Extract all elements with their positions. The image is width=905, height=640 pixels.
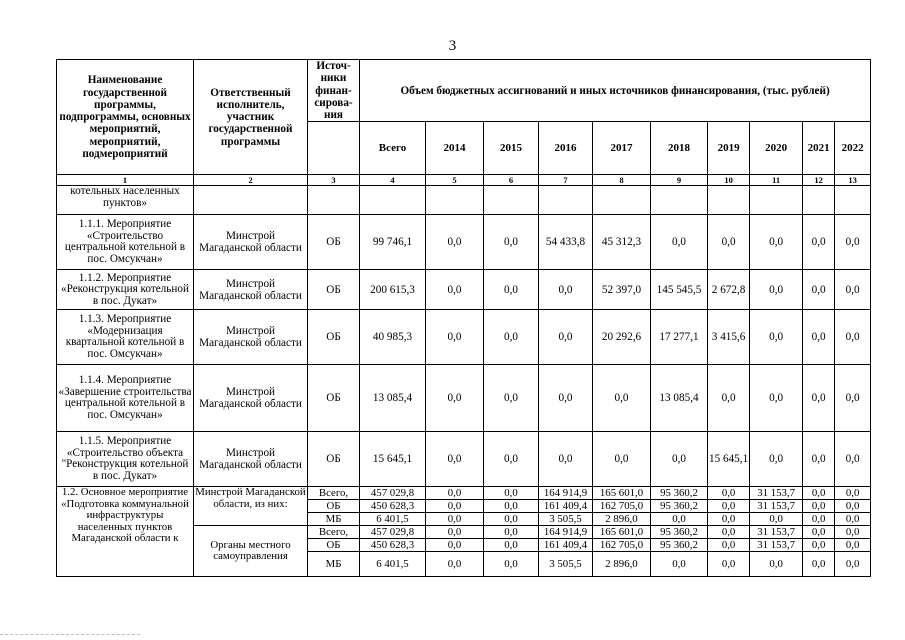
row-executor: Органы местного самоуправления xyxy=(194,526,308,577)
table-row xyxy=(57,432,871,487)
column-number: 11 xyxy=(750,175,803,186)
row-value: 0,0 xyxy=(708,215,750,270)
row-value: 162 705,0 xyxy=(593,539,651,552)
header-year: 2015 xyxy=(484,122,539,175)
row-value: 0,0 xyxy=(484,539,539,552)
row-value: 0,0 xyxy=(426,270,484,310)
row-value: 0,0 xyxy=(539,365,593,432)
row-value xyxy=(426,186,484,215)
row-source: ОБ xyxy=(308,310,360,365)
row-value: 0,0 xyxy=(708,539,750,552)
row-value: 0,0 xyxy=(426,487,484,500)
row-value: 0,0 xyxy=(426,215,484,270)
row-value: 0,0 xyxy=(835,487,871,500)
row-source: ОБ xyxy=(308,432,360,487)
row-value: 0,0 xyxy=(708,526,750,539)
row-name: котельных населенных пунктов» xyxy=(57,186,194,215)
row-value: 0,0 xyxy=(835,215,871,270)
column-number: 5 xyxy=(426,175,484,186)
row-value xyxy=(708,186,750,215)
column-number: 4 xyxy=(360,175,426,186)
row-name: 1.1.4. Мероприятие «Завершение строительства центральной котельной в пос. Омсукчан» xyxy=(57,365,194,432)
row-value: 0,0 xyxy=(750,552,803,577)
row-value: 31 153,7 xyxy=(750,500,803,513)
row-value: 0,0 xyxy=(426,513,484,526)
row-source: ОБ xyxy=(308,365,360,432)
header-col-source: Источ-ники финан-сирова-ния xyxy=(308,60,360,122)
row-value: 95 360,2 xyxy=(651,487,708,500)
row-executor: Минстрой Магаданской области xyxy=(194,215,308,270)
row-source: ОБ xyxy=(308,500,360,513)
row-value: 3 505,5 xyxy=(539,513,593,526)
row-value xyxy=(835,186,871,215)
table-row xyxy=(57,310,871,365)
header-year: 2018 xyxy=(651,122,708,175)
row-value: 0,0 xyxy=(835,513,871,526)
row-executor: Минстрой Магаданской области xyxy=(194,310,308,365)
row-value: 0,0 xyxy=(484,310,539,365)
row-name: 1.2. Основное мероприятие «Подготовка коммунальной инфраструктуры населенных пунктов Магаданской области к xyxy=(57,487,194,577)
column-number: 8 xyxy=(593,175,651,186)
table-row xyxy=(57,365,871,432)
header-funding: Объем бюджетных ассигнований и иных источников финансирования, (тыс. рублей) xyxy=(360,60,871,122)
row-value xyxy=(593,186,651,215)
row-value: 457 029,8 xyxy=(360,487,426,500)
row-value: 99 746,1 xyxy=(360,215,426,270)
header-year: 2017 xyxy=(593,122,651,175)
row-value: 161 409,4 xyxy=(539,500,593,513)
row-value: 0,0 xyxy=(484,552,539,577)
table-row xyxy=(57,215,871,270)
row-value: 164 914,9 xyxy=(539,487,593,500)
row-value: 165 601,0 xyxy=(593,487,651,500)
column-number: 10 xyxy=(708,175,750,186)
row-value: 31 153,7 xyxy=(750,539,803,552)
row-value: 95 360,2 xyxy=(651,539,708,552)
row-value: 0,0 xyxy=(835,500,871,513)
row-value: 0,0 xyxy=(803,365,835,432)
column-number: 9 xyxy=(651,175,708,186)
row-source: ОБ xyxy=(308,539,360,552)
row-value: 0,0 xyxy=(708,500,750,513)
row-value: 0,0 xyxy=(484,487,539,500)
row-value: 0,0 xyxy=(426,526,484,539)
header-total: Всего xyxy=(360,122,426,175)
table-row xyxy=(57,270,871,310)
row-value: 52 397,0 xyxy=(593,270,651,310)
row-executor: Минстрой Магаданской области xyxy=(194,432,308,487)
column-number: 3 xyxy=(308,175,360,186)
row-value: 0,0 xyxy=(803,270,835,310)
header-year: 2021 xyxy=(803,122,835,175)
column-number: 2 xyxy=(194,175,308,186)
row-value xyxy=(539,186,593,215)
header-year: 2014 xyxy=(426,122,484,175)
row-value: 0,0 xyxy=(750,365,803,432)
row-value: 2 672,8 xyxy=(708,270,750,310)
row-value: 0,0 xyxy=(708,487,750,500)
row-name: 1.1.3. Мероприятие «Модернизация квартальной котельной в пос. Омсукчан» xyxy=(57,310,194,365)
row-value: 164 914,9 xyxy=(539,526,593,539)
row-value: 13 085,4 xyxy=(360,365,426,432)
row-value: 0,0 xyxy=(708,513,750,526)
row-value: 0,0 xyxy=(484,365,539,432)
row-source: МБ xyxy=(308,552,360,577)
row-value: 0,0 xyxy=(484,526,539,539)
row-source: МБ xyxy=(308,513,360,526)
row-value: 200 615,3 xyxy=(360,270,426,310)
row-value: 0,0 xyxy=(803,310,835,365)
row-value: 145 545,5 xyxy=(651,270,708,310)
row-value: 54 433,8 xyxy=(539,215,593,270)
table-row xyxy=(57,487,871,500)
row-value: 0,0 xyxy=(803,539,835,552)
row-executor: Минстрой Магаданской области, из них: xyxy=(194,487,308,526)
row-value: 95 360,2 xyxy=(651,526,708,539)
row-value: 165 601,0 xyxy=(593,526,651,539)
row-value xyxy=(651,186,708,215)
row-value: 0,0 xyxy=(484,215,539,270)
row-value: 0,0 xyxy=(835,432,871,487)
row-value: 15 645,1 xyxy=(708,432,750,487)
row-value: 31 153,7 xyxy=(750,526,803,539)
column-number: 13 xyxy=(835,175,871,186)
row-value: 0,0 xyxy=(803,526,835,539)
row-value: 0,0 xyxy=(750,513,803,526)
row-source: Всего, xyxy=(308,487,360,500)
column-number: 6 xyxy=(484,175,539,186)
row-value: 0,0 xyxy=(426,552,484,577)
header-year: 2019 xyxy=(708,122,750,175)
budget-table xyxy=(56,59,871,577)
row-value: 0,0 xyxy=(835,270,871,310)
row-value: 0,0 xyxy=(593,365,651,432)
row-value: 0,0 xyxy=(484,513,539,526)
row-value: 20 292,6 xyxy=(593,310,651,365)
row-value: 0,0 xyxy=(750,432,803,487)
row-value: 0,0 xyxy=(426,539,484,552)
row-value: 0,0 xyxy=(835,552,871,577)
header-year: 2020 xyxy=(750,122,803,175)
row-value: 0,0 xyxy=(750,215,803,270)
row-value: 6 401,5 xyxy=(360,513,426,526)
row-value: 0,0 xyxy=(803,552,835,577)
row-value xyxy=(803,186,835,215)
row-value: 45 312,3 xyxy=(593,215,651,270)
row-value: 450 628,3 xyxy=(360,500,426,513)
row-value: 0,0 xyxy=(593,432,651,487)
row-name: 1.1.2. Мероприятие «Реконструкция котельной в пос. Дукат» xyxy=(57,270,194,310)
row-value: 0,0 xyxy=(835,526,871,539)
row-value: 0,0 xyxy=(484,432,539,487)
row-value: 0,0 xyxy=(651,215,708,270)
row-source: ОБ xyxy=(308,215,360,270)
row-value: 0,0 xyxy=(426,432,484,487)
row-value: 0,0 xyxy=(484,270,539,310)
row-value: 457 029,8 xyxy=(360,526,426,539)
row-value xyxy=(484,186,539,215)
row-value xyxy=(360,186,426,215)
header-year: 2016 xyxy=(539,122,593,175)
row-value: 0,0 xyxy=(803,487,835,500)
row-value: 162 705,0 xyxy=(593,500,651,513)
row-value: 0,0 xyxy=(708,365,750,432)
row-value: 0,0 xyxy=(539,310,593,365)
row-value: 3 505,5 xyxy=(539,552,593,577)
row-value: 0,0 xyxy=(484,500,539,513)
row-value: 0,0 xyxy=(803,432,835,487)
row-value: 0,0 xyxy=(426,310,484,365)
row-source xyxy=(308,186,360,215)
row-value: 0,0 xyxy=(750,310,803,365)
row-value: 450 628,3 xyxy=(360,539,426,552)
header-source-empty xyxy=(308,122,360,175)
row-value: 15 645,1 xyxy=(360,432,426,487)
column-number: 1 xyxy=(57,175,194,186)
row-value: 0,0 xyxy=(835,365,871,432)
header-col-executor: Ответственный исполнитель, участник государственной программы xyxy=(194,60,308,175)
column-number: 7 xyxy=(539,175,593,186)
table-row xyxy=(57,186,871,215)
row-value: 2 896,0 xyxy=(593,552,651,577)
row-executor xyxy=(194,186,308,215)
row-value xyxy=(750,186,803,215)
row-value: 13 085,4 xyxy=(651,365,708,432)
row-executor: Минстрой Магаданской области xyxy=(194,365,308,432)
row-value: 95 360,2 xyxy=(651,500,708,513)
row-value: 3 415,6 xyxy=(708,310,750,365)
row-value: 6 401,5 xyxy=(360,552,426,577)
row-value: 31 153,7 xyxy=(750,487,803,500)
header-year: 2022 xyxy=(835,122,871,175)
row-value: 0,0 xyxy=(803,513,835,526)
row-value: 0,0 xyxy=(426,500,484,513)
row-source: ОБ xyxy=(308,270,360,310)
row-executor: Минстрой Магаданской области xyxy=(194,270,308,310)
header-col-name: Наименование государственной программы, подпрограммы, основных мероприятий, мероприятий, подмероприятий xyxy=(57,60,194,175)
row-value: 0,0 xyxy=(835,310,871,365)
row-value: 0,0 xyxy=(708,552,750,577)
row-value: 0,0 xyxy=(426,365,484,432)
bottom-scan-artifact xyxy=(0,634,140,635)
page-number: 3 xyxy=(448,38,457,54)
row-value: 0,0 xyxy=(803,215,835,270)
row-value: 0,0 xyxy=(539,270,593,310)
row-value: 0,0 xyxy=(750,270,803,310)
row-value: 2 896,0 xyxy=(593,513,651,526)
row-name: 1.1.5. Мероприятие «Строительство объекта "Реконструкция котельной в пос. Дукат» xyxy=(57,432,194,487)
row-value: 0,0 xyxy=(651,432,708,487)
row-value: 0,0 xyxy=(835,539,871,552)
row-value: 0,0 xyxy=(803,500,835,513)
column-number: 12 xyxy=(803,175,835,186)
row-value: 17 277,1 xyxy=(651,310,708,365)
row-name: 1.1.1. Мероприятие «Строительство центральной котельной в пос. Омсукчан» xyxy=(57,215,194,270)
row-value: 161 409,4 xyxy=(539,539,593,552)
row-value: 0,0 xyxy=(651,552,708,577)
row-value: 0,0 xyxy=(651,513,708,526)
row-value: 0,0 xyxy=(539,432,593,487)
row-source: Всего, xyxy=(308,526,360,539)
row-value: 40 985,3 xyxy=(360,310,426,365)
